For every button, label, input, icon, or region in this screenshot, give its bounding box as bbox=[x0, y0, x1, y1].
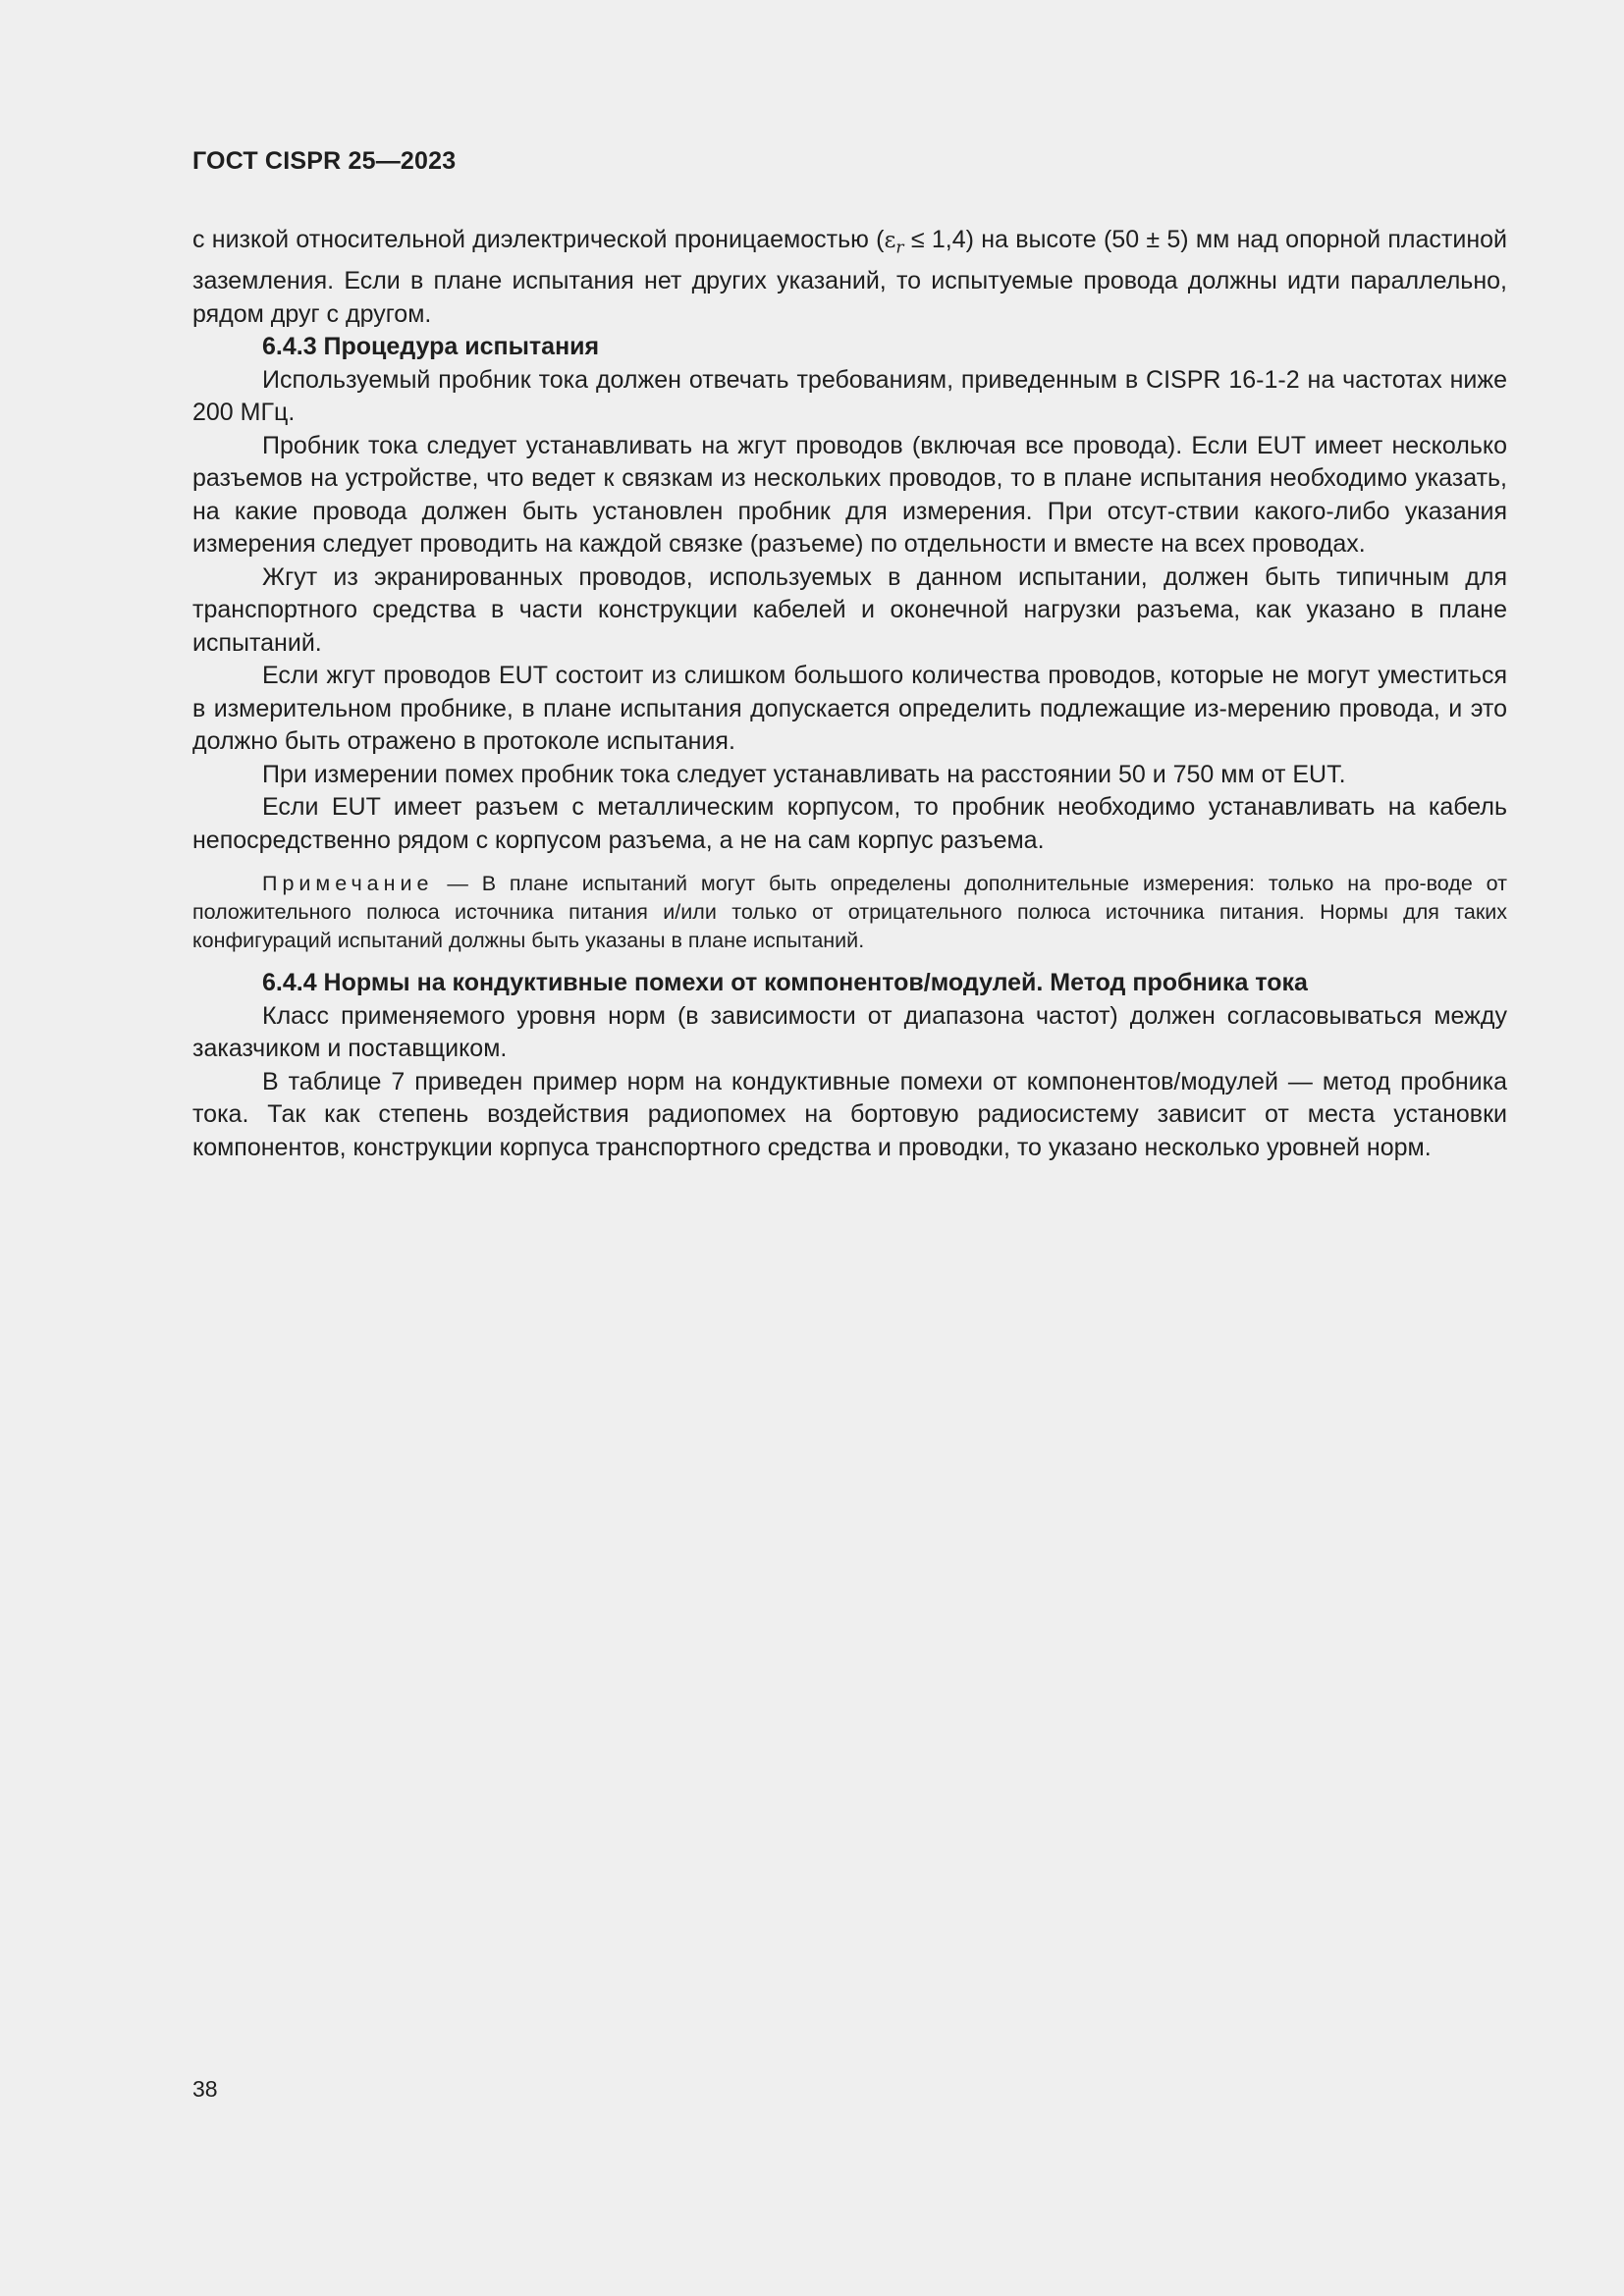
paragraph-metal-connector: Если EUT имеет разъем с металлическим корпусом, то пробник необходимо устанавливать на кабель непосредственно рядом с корпусом разъема, а не на сам корпус разъема. bbox=[192, 793, 1507, 854]
epsilon-letter: ε bbox=[884, 228, 896, 253]
section-heading-6-4-3: 6.4.3 Процедура испытания bbox=[262, 333, 600, 361]
paragraph-continuation bbox=[192, 224, 1507, 331]
epsilon-symbol bbox=[884, 228, 904, 258]
paragraph-continuation-start: с низкой относительной диэлектрической проницаемостью ( bbox=[192, 226, 885, 253]
paragraph-too-many-wires: Если жгут проводов EUT состоит из слишком большого количества проводов, которые не могут уместиться в измерительном пробнике, в плане испытания допускается определить подлежащие из-мерению провода, и это должно быть отражено в протоколе испытания. bbox=[192, 662, 1507, 756]
note-block bbox=[192, 870, 1507, 955]
paragraph-probe-installation: Пробник тока следует устанавливать на жгут проводов (включая все провода). Если EUT имеет несколько разъемов на устройстве, что ведет к связкам из нескольких проводов, то в плане испытания необходимо указать, на какие провода должен быть установлен пробник для измерения. При отсут-ствии какого-либо указания измерения следует проводить на каждой связке (разъеме) по отдельности и вместе на всех проводах. bbox=[192, 431, 1507, 559]
epsilon-subscript: r bbox=[895, 238, 904, 258]
note-label: Примечание bbox=[262, 872, 434, 896]
page-body bbox=[192, 224, 1507, 1164]
paragraph-shielded-harness: Жгут из экранированных проводов, используемых в данном испытании, должен быть типичным для транспортного средства в части конструкции кабелей и оконечной нагрузки разъема, как указано в плане испытаний. bbox=[192, 562, 1507, 657]
paragraph-table-7: В таблице 7 приведен пример норм на кондуктивные помехи от компонентов/модулей — метод пробника тока. Так как степень воздействия радиопомех на бортовую радиосистему зависит от места установки компонентов, конструкции корпуса транспортного средства и проводки, то указано несколько уровней норм. bbox=[192, 1067, 1507, 1161]
section-heading-6-4-4: 6.4.4 Нормы на кондуктивные помехи от компонентов/модулей. Метод пробника тока bbox=[262, 969, 1308, 997]
paragraph-continuation-end: ≤ 1,4) на высоте (50 ± 5) мм над опорной пластиной заземления. Если в плане испытания нет других указаний, то испытуемые провода должны идти параллельно, рядом друг с другом. bbox=[192, 226, 1508, 328]
note-text: — В плане испытаний могут быть определены дополнительные измерения: только на про-воде от положительного полюса источника питания и/или только от отрицательного полюса источника питания. Нормы для таких конфигураций испытаний должны быть указаны в плане испытаний. bbox=[192, 872, 1507, 953]
page-number: 38 bbox=[192, 2076, 218, 2102]
paragraph-probe-distance: При измерении помех пробник тока следует устанавливать на расстоянии 50 и 750 мм от EUT. bbox=[262, 760, 1346, 788]
paragraph-probe-requirements: Используемый пробник тока должен отвечать требованиям, приведенным в CISPR 16-1-2 на частотах ниже 200 МГц. bbox=[192, 365, 1507, 427]
document-header: ГОСТ CISPR 25—2023 bbox=[192, 147, 457, 175]
paragraph-limit-class: Класс применяемого уровня норм (в зависимости от диапазона частот) должен согласовываться между заказчиком и поставщиком. bbox=[192, 1001, 1507, 1063]
